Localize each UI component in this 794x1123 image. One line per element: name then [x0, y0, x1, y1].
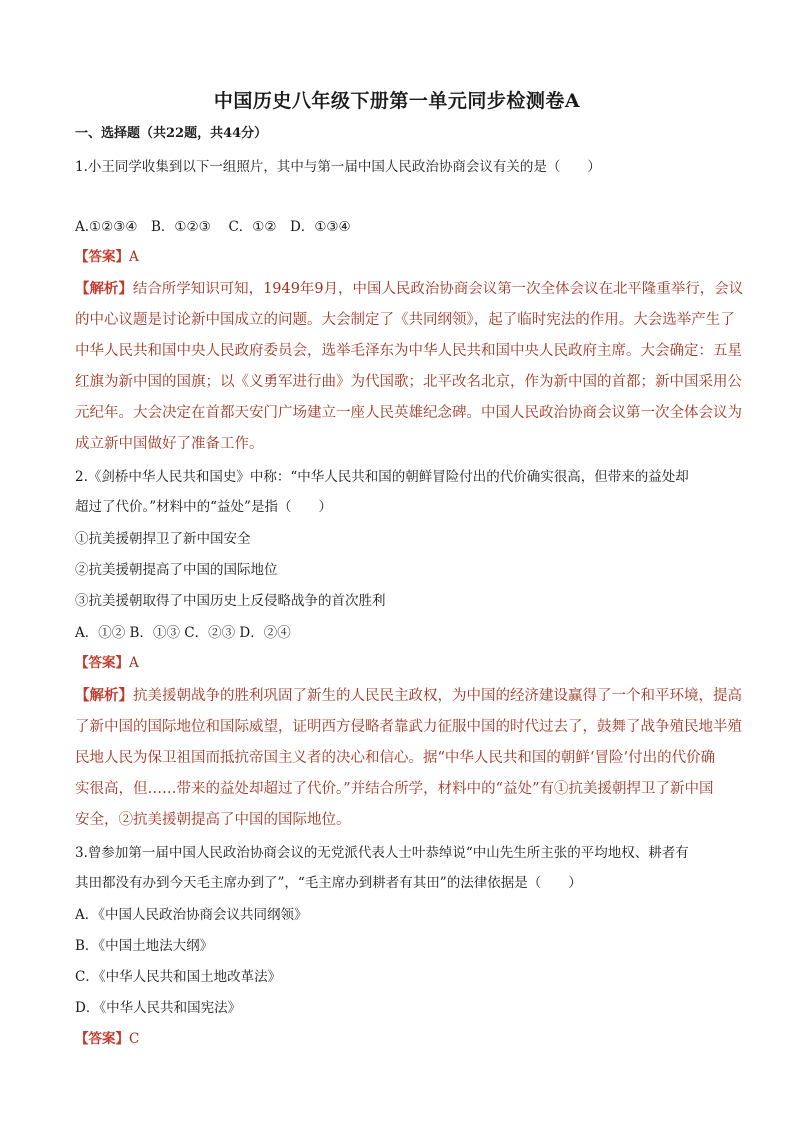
q1-analysis-line: 元纪年。大会决定在首都天安门广场建立一座人民英雄纪念碑。中国人民政治协商会议第一次全体会议为 — [75, 405, 742, 421]
q1-analysis-line: 【解析】结合所学知识可知，1949年9月，中国人民政治协商会议第一次全体会议在北平隆重举行，会议 — [75, 280, 744, 297]
q2-item: ②抗美援朝提高了中国的国际地位 — [75, 562, 278, 578]
analysis-tag: 【解析】 — [75, 280, 133, 297]
q3-option: C．《中华人民共和国土地改革法》 — [75, 969, 282, 985]
q1-analysis-line: 红旗为新中国的国旗；以《义勇军进行曲》为代国歌；北平改名北京，作为新中国的首都；新中国采用公 — [75, 374, 742, 390]
answer-tag: 【答案】 — [75, 655, 129, 671]
q1-stem: 1.小王同学收集到以下一组照片，其中与第一届中国人民政治协商会议有关的是（ ） — [75, 159, 601, 175]
page-title: 中国历史八年级下册第一单元同步检测卷A — [213, 90, 581, 112]
q3-option: B．《中国土地法大纲》 — [75, 938, 214, 954]
q2-answer-value: A — [129, 655, 139, 671]
analysis-tag: 【解析】 — [75, 687, 133, 704]
q2-analysis-line: 了新中国的国际地位和国际威望，证明西方侵略者靠武力征服中国的时代过去了，鼓舞了战争殖民地半殖 — [75, 719, 742, 735]
q2-answer — [75, 653, 139, 673]
q3-stem-line: 其田都没有办到今天毛主席办到了”，“毛主席办到耕者有其田”的法律依据是（ ） — [75, 875, 582, 891]
q1-analysis-line: 的中心议题是讨论新中国成立的问题。大会制定了《共同纲领》，起了临时宪法的作用。大会选举产生了 — [75, 312, 735, 328]
q1-options: A.①②③④ B．①②③ C．①② D．①③④ — [75, 219, 351, 235]
q1-answer-value: A — [129, 249, 139, 265]
q3-option: D．《中华人民共和国宪法》 — [75, 1000, 242, 1016]
q1-answer — [75, 247, 139, 267]
q1-analysis-line: 成立新中国做好了准备工作。 — [75, 436, 264, 452]
q3-answer-value: C — [129, 1031, 140, 1047]
q2-item: ③抗美援朝取得了中国历史上反侵略战争的首次胜利 — [75, 593, 386, 609]
q2-analysis-line: 安全，②抗美援朝提高了中国的国际地位。 — [75, 812, 351, 828]
q2-analysis-line: 【解析】抗美援朝战争的胜利巩固了新生的人民民主政权，为中国的经济建设赢得了一个和平环境，提高 — [75, 687, 742, 704]
q1-analysis-line: 中华人民共和国中央人民政府委员会，选举毛泽东为中华人民共和国中央人民政府主席。大会确定：五星 — [75, 343, 742, 359]
q2-options: A．①② B．①③ C．②③ D．②④ — [75, 625, 291, 641]
q2-stem-line: 2.《剑桥中华人民共和国史》中称：“中华人民共和国的朝鲜冒险付出的代价确实很高，但带来的益处却 — [75, 469, 689, 485]
q3-answer — [75, 1029, 139, 1049]
section-heading: 一、选择题（共22题，共44分） — [75, 126, 268, 141]
q2-stem-line: 超过了代价。”材料中的“益处”是指（ ） — [75, 499, 332, 515]
q3-stem-line: 3.曾参加第一届中国人民政治协商会议的无党派代表人士叶恭绰说“中山先生所主张的平均地权、耕者有 — [75, 845, 689, 861]
answer-tag: 【答案】 — [75, 249, 129, 265]
q2-analysis-line: 实很高，但……带来的益处却超过了代价。”并结合所学，材料中的“益处”有①抗美援朝捍卫了新中国 — [75, 781, 714, 797]
q2-item: ①抗美援朝捍卫了新中国安全 — [75, 531, 251, 547]
answer-tag: 【答案】 — [75, 1031, 129, 1047]
q3-option: A．《中国人民政治协商会议共同纲领》 — [75, 907, 308, 923]
q2-analysis-line: 民地人民为保卫祖国而抵抗帝国主义者的决心和信心。据“中华人民共和国的朝鲜‘冒险’付出的代价确 — [75, 750, 716, 766]
